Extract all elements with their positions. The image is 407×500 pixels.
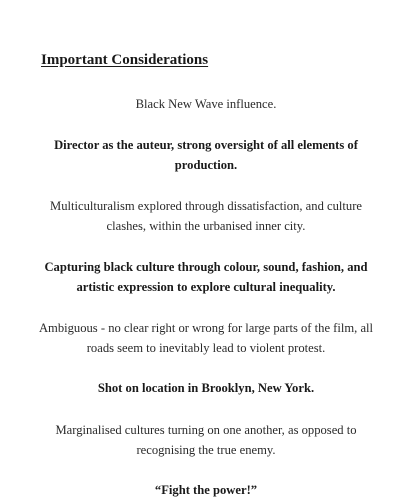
consideration-director-auteur: Director as the auteur, strong oversight of all elements of production. xyxy=(54,138,358,172)
page-title: Important Considerations xyxy=(41,52,209,68)
consideration-marginalised-cultures: Marginalised cultures turning on one another, as opposed to recognising the true enemy. xyxy=(55,423,357,457)
consideration-black-culture: Capturing black culture through colour, sound, fashion, and artistic expression to explore cultural inequality. xyxy=(44,260,368,294)
consideration-black-new-wave: Black New Wave influence. xyxy=(135,97,277,111)
consideration-fight-the-power: “Fight the power!” xyxy=(154,483,258,497)
consideration-location: Shot on location in Brooklyn, New York. xyxy=(97,381,315,395)
consideration-ambiguous: Ambiguous - no clear right or wrong for large parts of the film, all roads seem to inevitably lead to violent protest. xyxy=(38,321,374,355)
consideration-multiculturalism: Multiculturalism explored through dissatisfaction, and culture clashes, within the urbanised inner city. xyxy=(50,199,362,233)
